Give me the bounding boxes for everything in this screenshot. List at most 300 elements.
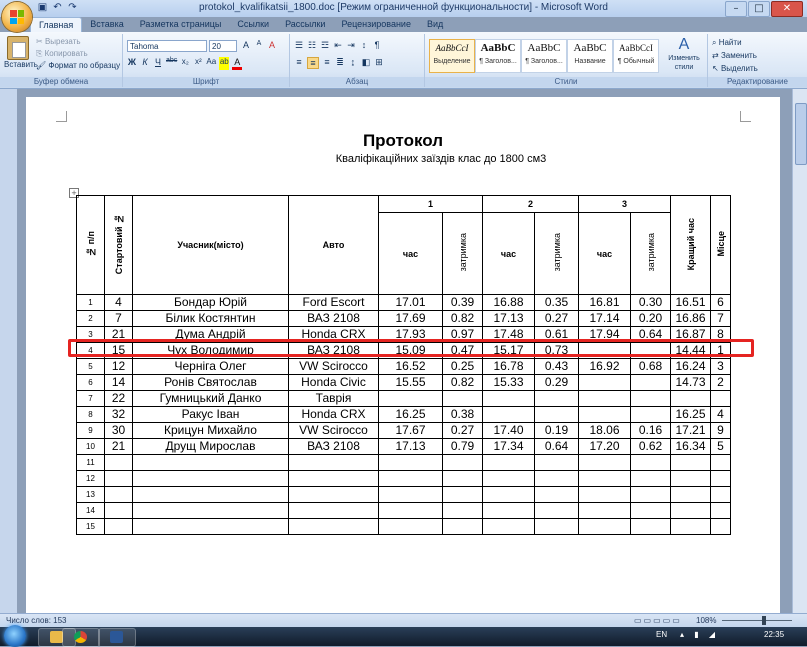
delay-2-cell[interactable] — [535, 503, 579, 519]
car-cell[interactable] — [289, 471, 379, 487]
place-cell[interactable] — [711, 471, 731, 487]
bold-button[interactable]: Ж — [127, 57, 137, 67]
start-number-cell[interactable] — [105, 455, 133, 471]
align-right-icon[interactable]: ≡ — [324, 57, 330, 67]
start-number-cell[interactable]: 22 — [105, 391, 133, 407]
header-heat-3: 3 — [579, 196, 671, 213]
vertical-ruler — [0, 89, 17, 613]
paste-icon — [7, 36, 29, 60]
cursor-icon: ↖ — [712, 64, 721, 73]
zoom-level[interactable]: 108% — [696, 616, 717, 625]
start-number-cell[interactable]: 21 — [105, 439, 133, 455]
car-cell[interactable] — [289, 487, 379, 503]
tab-page-layout[interactable]: Разметка страницы — [139, 19, 222, 29]
delay-2-cell[interactable]: 0.64 — [535, 439, 579, 455]
participant-name-cell[interactable]: Дума Андрій — [133, 327, 289, 343]
language-indicator[interactable]: EN — [656, 630, 668, 639]
delay-1-cell[interactable]: 0.25 — [443, 359, 483, 375]
participant-name-cell[interactable] — [133, 487, 289, 503]
header-time-1: час — [379, 213, 443, 295]
start-number-cell[interactable] — [105, 519, 133, 535]
cut-button[interactable]: ✂ Вырезать — [36, 37, 81, 46]
delay-2-cell[interactable]: 0.29 — [535, 375, 579, 391]
scrollbar-thumb[interactable] — [795, 103, 807, 165]
superscript-button[interactable]: x² — [194, 57, 202, 66]
table-row — [77, 359, 731, 375]
brush-icon: 🖌 — [36, 61, 49, 70]
ribbon-tabs — [30, 17, 451, 33]
time-2-cell[interactable] — [483, 487, 535, 503]
delay-2-cell[interactable]: 0.19 — [535, 423, 579, 439]
time-1-cell[interactable]: 17.93 — [379, 327, 443, 343]
header-best-time: Кращий час — [671, 196, 711, 295]
tab-view[interactable]: Вид — [426, 19, 444, 29]
best-time-cell[interactable]: 16.87 — [671, 327, 711, 343]
start-number-cell[interactable] — [105, 487, 133, 503]
time-3-cell[interactable] — [579, 391, 631, 407]
delay-2-cell[interactable]: 0.35 — [535, 295, 579, 311]
close-button[interactable]: ✕ — [771, 1, 803, 17]
car-cell[interactable]: Ford Escort — [289, 295, 379, 311]
change-case-button[interactable]: Aa — [206, 57, 217, 66]
office-button[interactable] — [2, 2, 32, 32]
word-count[interactable]: Число слов: 153 — [6, 616, 67, 625]
start-number-cell[interactable]: 15 — [105, 343, 133, 359]
place-cell[interactable] — [711, 455, 731, 471]
participant-name-cell[interactable]: Ракус Іван — [133, 407, 289, 423]
tab-references[interactable]: Ссылки — [237, 19, 270, 29]
time-1-cell[interactable]: 17.13 — [379, 439, 443, 455]
table-row — [77, 311, 731, 327]
italic-button[interactable]: К — [142, 57, 148, 67]
time-2-cell[interactable]: 15.17 — [483, 343, 535, 359]
delay-3-cell[interactable] — [631, 455, 671, 471]
delay-1-cell[interactable]: 0.47 — [443, 343, 483, 359]
select-button[interactable]: ↖ Выделить — [712, 64, 758, 73]
best-time-cell[interactable] — [671, 519, 711, 535]
car-cell[interactable]: Таврія — [289, 391, 379, 407]
change-styles-icon: A — [678, 36, 690, 53]
clock[interactable]: 22:35 — [764, 630, 785, 639]
car-cell[interactable]: ВАЗ 2108 — [289, 311, 379, 327]
maximize-button[interactable]: □ — [748, 1, 770, 17]
place-cell[interactable]: 7 — [711, 311, 731, 327]
paste-button[interactable] — [4, 36, 38, 69]
time-2-cell[interactable] — [483, 519, 535, 535]
highlight-box — [68, 339, 754, 357]
increase-indent-icon[interactable]: ⇥ — [347, 40, 355, 50]
copy-icon: ⎘ — [36, 49, 45, 58]
start-number-cell[interactable]: 12 — [105, 359, 133, 375]
car-cell[interactable]: ВАЗ 2108 — [289, 343, 379, 359]
time-2-cell[interactable] — [483, 471, 535, 487]
undo-icon[interactable]: ↶ — [53, 2, 62, 13]
shrink-font-button[interactable]: A — [256, 40, 262, 47]
place-cell[interactable]: 6 — [711, 295, 731, 311]
place-cell[interactable] — [711, 519, 731, 535]
line-spacing-icon[interactable]: ↨ — [350, 57, 356, 67]
best-time-cell[interactable] — [671, 455, 711, 471]
style-heading-2[interactable]: AaBbC ¶ Заголов... — [521, 39, 567, 73]
time-1-cell[interactable] — [379, 519, 443, 535]
style-emphasis[interactable]: AaBbCcI Выделение — [429, 39, 475, 73]
time-2-cell[interactable] — [483, 455, 535, 471]
best-time-cell[interactable] — [671, 503, 711, 519]
row-number-cell[interactable]: 11 — [77, 455, 105, 471]
car-cell[interactable]: ВАЗ 2108 — [289, 439, 379, 455]
font-group — [123, 34, 290, 87]
car-cell[interactable]: VW Scirocco — [289, 423, 379, 439]
tab-insert[interactable]: Вставка — [90, 19, 124, 29]
header-place: Місце — [711, 196, 731, 295]
delay-2-cell[interactable]: 0.27 — [535, 311, 579, 327]
borders-icon[interactable]: ⊞ — [375, 57, 383, 67]
time-3-cell[interactable] — [579, 487, 631, 503]
tab-review[interactable]: Рецензирование — [341, 19, 411, 29]
delay-3-cell[interactable]: 0.30 — [631, 295, 671, 311]
header-car: Авто — [289, 196, 379, 295]
delay-3-cell[interactable] — [631, 407, 671, 423]
delay-1-cell[interactable]: 0.38 — [443, 407, 483, 423]
vertical-scrollbar[interactable] — [792, 89, 807, 613]
time-3-cell[interactable]: 16.92 — [579, 359, 631, 375]
row-number-cell[interactable]: 6 — [77, 375, 105, 391]
delay-2-cell[interactable] — [535, 519, 579, 535]
time-1-cell[interactable] — [379, 471, 443, 487]
table-row — [77, 391, 731, 407]
justify-icon[interactable]: ≣ — [336, 57, 344, 67]
table-row — [77, 439, 731, 455]
participant-name-cell[interactable]: Білик Костянтин — [133, 311, 289, 327]
place-cell[interactable]: 8 — [711, 327, 731, 343]
time-1-cell[interactable] — [379, 391, 443, 407]
delay-1-cell[interactable] — [443, 471, 483, 487]
table-row — [77, 375, 731, 391]
table-row — [77, 519, 731, 535]
table-row — [77, 487, 731, 503]
editing-group-label: Редактирование — [708, 77, 807, 87]
highlight-button[interactable]: ab — [219, 57, 229, 70]
row-number-cell[interactable]: 8 — [77, 407, 105, 423]
time-1-cell[interactable]: 17.01 — [379, 295, 443, 311]
best-time-cell[interactable]: 16.34 — [671, 439, 711, 455]
replace-button[interactable]: ⇄ Заменить — [712, 51, 757, 60]
status-bar — [0, 613, 807, 628]
delay-2-cell[interactable] — [535, 391, 579, 407]
zoom-slider[interactable] — [722, 620, 792, 621]
header-heat-1: 1 — [379, 196, 483, 213]
car-cell[interactable] — [289, 503, 379, 519]
tab-mailings[interactable]: Рассылки — [285, 19, 326, 29]
editing-group — [708, 34, 807, 87]
row-number-cell[interactable]: 15 — [77, 519, 105, 535]
format-painter-button[interactable]: 🖌 Формат по образцу — [36, 61, 121, 70]
taskbar — [0, 627, 807, 646]
style-heading-1[interactable]: AaBbC ¶ Заголов... — [475, 39, 521, 73]
crop-mark — [740, 111, 751, 122]
row-number-cell[interactable]: 9 — [77, 423, 105, 439]
place-cell[interactable] — [711, 487, 731, 503]
delay-1-cell[interactable]: 0.39 — [443, 295, 483, 311]
time-2-cell[interactable]: 16.78 — [483, 359, 535, 375]
clipboard-group-label: Буфер обмена — [0, 77, 122, 87]
time-3-cell[interactable] — [579, 471, 631, 487]
time-2-cell[interactable]: 16.88 — [483, 295, 535, 311]
participant-name-cell[interactable]: Черніга Олег — [133, 359, 289, 375]
car-cell[interactable] — [289, 455, 379, 471]
delay-3-cell[interactable] — [631, 519, 671, 535]
delay-1-cell[interactable]: 0.79 — [443, 439, 483, 455]
grow-font-button[interactable]: A — [242, 40, 249, 50]
numbering-icon[interactable]: ☷ — [307, 40, 317, 50]
multilevel-list-icon[interactable]: ☲ — [320, 40, 330, 50]
sort-icon[interactable]: ↕ — [361, 40, 367, 50]
delay-2-cell[interactable] — [535, 407, 579, 423]
tab-home[interactable]: Главная — [30, 17, 82, 33]
row-number-cell[interactable]: 14 — [77, 503, 105, 519]
start-number-cell[interactable]: 4 — [105, 295, 133, 311]
copy-button[interactable]: ⎘ Копировать — [36, 49, 88, 58]
find-button[interactable]: ⌕ Найти — [712, 38, 742, 47]
delay-3-cell[interactable]: 0.62 — [631, 439, 671, 455]
car-cell[interactable]: Honda Civic — [289, 375, 379, 391]
header-delay-1: затримка — [443, 213, 483, 295]
row-number-cell[interactable]: 10 — [77, 439, 105, 455]
binoculars-icon: ⌕ — [712, 38, 719, 47]
participant-name-cell[interactable] — [133, 519, 289, 535]
delay-2-cell[interactable] — [535, 487, 579, 503]
start-number-cell[interactable]: 14 — [105, 375, 133, 391]
font-name-select[interactable]: Tahoma — [127, 40, 207, 52]
header-no: № п/п — [77, 196, 105, 295]
font-color-button[interactable]: A — [232, 57, 242, 70]
view-buttons[interactable]: ▭▭▭▭▭ — [634, 616, 682, 625]
shading-icon[interactable]: ◧ — [361, 57, 371, 67]
time-1-cell[interactable]: 15.55 — [379, 375, 443, 391]
delay-3-cell[interactable]: 0.64 — [631, 327, 671, 343]
time-3-cell[interactable]: 16.81 — [579, 295, 631, 311]
place-cell[interactable] — [711, 391, 731, 407]
delay-2-cell[interactable]: 0.61 — [535, 327, 579, 343]
time-1-cell[interactable]: 16.52 — [379, 359, 443, 375]
time-2-cell[interactable] — [483, 391, 535, 407]
underline-button[interactable]: Ч — [155, 57, 161, 67]
style-normal[interactable]: AaBbCcI ¶ Обычный — [613, 39, 659, 73]
car-cell[interactable]: VW Scirocco — [289, 359, 379, 375]
time-3-cell[interactable] — [579, 455, 631, 471]
participant-name-cell[interactable]: Чух Володимир — [133, 343, 289, 359]
best-time-cell[interactable]: 16.51 — [671, 295, 711, 311]
best-time-cell[interactable] — [671, 391, 711, 407]
place-cell[interactable]: 5 — [711, 439, 731, 455]
styles-group-label: Стили — [425, 77, 707, 87]
table-row — [77, 503, 731, 519]
tray-icons[interactable]: ▴ ▮ ◢ — [680, 630, 720, 639]
taskbar-chrome[interactable] — [62, 628, 100, 647]
time-1-cell[interactable]: 15.09 — [379, 343, 443, 359]
car-cell[interactable] — [289, 519, 379, 535]
row-number-cell[interactable]: 4 — [77, 343, 105, 359]
best-time-cell[interactable]: 16.86 — [671, 311, 711, 327]
delay-3-cell[interactable] — [631, 487, 671, 503]
time-3-cell[interactable]: 17.14 — [579, 311, 631, 327]
font-group-label: Шрифт — [123, 77, 289, 87]
row-number-cell[interactable]: 5 — [77, 359, 105, 375]
document-title: Протокол — [362, 131, 444, 150]
time-1-cell[interactable]: 17.69 — [379, 311, 443, 327]
start-number-cell[interactable]: 30 — [105, 423, 133, 439]
car-cell[interactable]: Honda CRX — [289, 327, 379, 343]
time-1-cell[interactable] — [379, 487, 443, 503]
show-marks-button[interactable]: ¶ — [374, 40, 380, 50]
delay-1-cell[interactable] — [443, 391, 483, 407]
time-3-cell[interactable]: 17.94 — [579, 327, 631, 343]
time-3-cell[interactable]: 18.06 — [579, 423, 631, 439]
window-title: protokol_kvalifikatsii_1800.doc [Режим ограниченной функциональности] - Microsoft Word — [199, 2, 608, 13]
best-time-cell[interactable]: 16.24 — [671, 359, 711, 375]
best-time-cell[interactable] — [671, 471, 711, 487]
header-time-2: час — [483, 213, 535, 295]
start-number-cell[interactable]: 7 — [105, 311, 133, 327]
best-time-cell[interactable]: 16.25 — [671, 407, 711, 423]
best-time-cell[interactable]: 14.44 — [671, 343, 711, 359]
subscript-button[interactable]: x₂ — [181, 57, 189, 66]
place-cell[interactable]: 4 — [711, 407, 731, 423]
document-subtitle: Кваліфікаційних заїздів клас до 1800 см3 — [335, 153, 547, 165]
decrease-indent-icon[interactable]: ⇤ — [334, 40, 342, 50]
time-2-cell[interactable] — [483, 407, 535, 423]
time-2-cell[interactable]: 17.13 — [483, 311, 535, 327]
start-number-cell[interactable] — [105, 503, 133, 519]
table-row — [77, 407, 731, 423]
font-size-select[interactable]: 20 — [209, 40, 237, 52]
time-3-cell[interactable] — [579, 519, 631, 535]
align-center-icon[interactable]: ≡ — [307, 57, 319, 69]
office-logo-icon — [10, 10, 24, 24]
header-heat-2: 2 — [483, 196, 579, 213]
place-cell[interactable]: 1 — [711, 343, 731, 359]
participant-name-cell[interactable] — [133, 455, 289, 471]
participant-name-cell[interactable] — [133, 471, 289, 487]
delay-1-cell[interactable] — [443, 455, 483, 471]
start-number-cell[interactable]: 21 — [105, 327, 133, 343]
taskbar-word[interactable] — [98, 628, 136, 647]
strikethrough-button[interactable]: abc — [166, 57, 178, 64]
table-row — [77, 423, 731, 439]
time-3-cell[interactable] — [579, 407, 631, 423]
participant-name-cell[interactable]: Гумницький Данко — [133, 391, 289, 407]
start-button[interactable] — [4, 625, 26, 647]
minimize-button[interactable]: – — [725, 1, 747, 17]
row-number-cell[interactable]: 12 — [77, 471, 105, 487]
delay-2-cell[interactable] — [535, 455, 579, 471]
delay-1-cell[interactable] — [443, 519, 483, 535]
delay-3-cell[interactable] — [631, 503, 671, 519]
time-2-cell[interactable]: 15.33 — [483, 375, 535, 391]
table-row — [77, 455, 731, 471]
time-3-cell[interactable] — [579, 503, 631, 519]
delay-1-cell[interactable]: 0.82 — [443, 375, 483, 391]
best-time-cell[interactable]: 14.73 — [671, 375, 711, 391]
zoom-slider-thumb[interactable] — [762, 616, 766, 625]
best-time-cell[interactable]: 17.21 — [671, 423, 711, 439]
time-1-cell[interactable]: 17.67 — [379, 423, 443, 439]
table-move-handle-icon[interactable]: + — [69, 188, 79, 198]
participant-name-cell[interactable] — [133, 503, 289, 519]
scissors-icon: ✂ — [36, 37, 45, 46]
delay-3-cell[interactable]: 0.68 — [631, 359, 671, 375]
row-number-cell[interactable]: 7 — [77, 391, 105, 407]
time-1-cell[interactable] — [379, 503, 443, 519]
delay-3-cell[interactable] — [631, 471, 671, 487]
align-left-icon[interactable]: ≡ — [296, 57, 302, 67]
delay-1-cell[interactable] — [443, 503, 483, 519]
row-number-cell[interactable]: 3 — [77, 327, 105, 343]
redo-icon[interactable]: ↷ — [68, 2, 77, 13]
time-1-cell[interactable]: 16.25 — [379, 407, 443, 423]
delay-3-cell[interactable]: 0.20 — [631, 311, 671, 327]
change-styles-button[interactable]: A Изменить стили — [665, 36, 703, 72]
time-2-cell[interactable]: 17.34 — [483, 439, 535, 455]
delay-3-cell[interactable]: 0.16 — [631, 423, 671, 439]
document-workspace — [17, 89, 792, 613]
delay-2-cell[interactable]: 0.43 — [535, 359, 579, 375]
bullets-icon[interactable]: ☰ — [294, 40, 304, 50]
style-title[interactable]: AaBbC Название — [567, 39, 613, 73]
place-cell[interactable]: 9 — [711, 423, 731, 439]
time-1-cell[interactable] — [379, 455, 443, 471]
car-cell[interactable]: Honda CRX — [289, 407, 379, 423]
paste-label: Вставить — [4, 60, 38, 69]
clipboard-group — [0, 34, 123, 87]
delay-2-cell[interactable] — [535, 471, 579, 487]
participant-name-cell[interactable]: Ронів Святослав — [133, 375, 289, 391]
best-time-cell[interactable] — [671, 487, 711, 503]
time-2-cell[interactable] — [483, 503, 535, 519]
row-number-cell[interactable]: 13 — [77, 487, 105, 503]
participant-name-cell[interactable]: Крицун Михайло — [133, 423, 289, 439]
clear-format-button[interactable]: A — [268, 40, 275, 50]
document-page[interactable] — [26, 97, 780, 613]
title-bar — [0, 0, 807, 17]
place-cell[interactable] — [711, 503, 731, 519]
chrome-icon — [74, 631, 87, 643]
delay-3-cell[interactable] — [631, 375, 671, 391]
time-3-cell[interactable] — [579, 375, 631, 391]
participant-name-cell[interactable]: Бондар Юрій — [133, 295, 289, 311]
header-start-no: Стартовий № — [105, 196, 133, 295]
delay-1-cell[interactable]: 0.82 — [443, 311, 483, 327]
word-icon — [110, 631, 123, 643]
delay-1-cell[interactable]: 0.97 — [443, 327, 483, 343]
time-2-cell[interactable]: 17.40 — [483, 423, 535, 439]
place-cell[interactable]: 3 — [711, 359, 731, 375]
delay-1-cell[interactable] — [443, 487, 483, 503]
save-icon[interactable]: ▣ — [37, 2, 48, 13]
delay-3-cell[interactable] — [631, 391, 671, 407]
delay-2-cell[interactable]: 0.73 — [535, 343, 579, 359]
start-number-cell[interactable]: 32 — [105, 407, 133, 423]
participant-name-cell[interactable]: Друщ Мирослав — [133, 439, 289, 455]
delay-1-cell[interactable]: 0.27 — [443, 423, 483, 439]
row-number-cell[interactable]: 2 — [77, 311, 105, 327]
window-controls — [725, 1, 803, 17]
time-3-cell[interactable]: 17.20 — [579, 439, 631, 455]
start-number-cell[interactable] — [105, 471, 133, 487]
row-number-cell[interactable]: 1 — [77, 295, 105, 311]
time-2-cell[interactable]: 17.48 — [483, 327, 535, 343]
place-cell[interactable]: 2 — [711, 375, 731, 391]
